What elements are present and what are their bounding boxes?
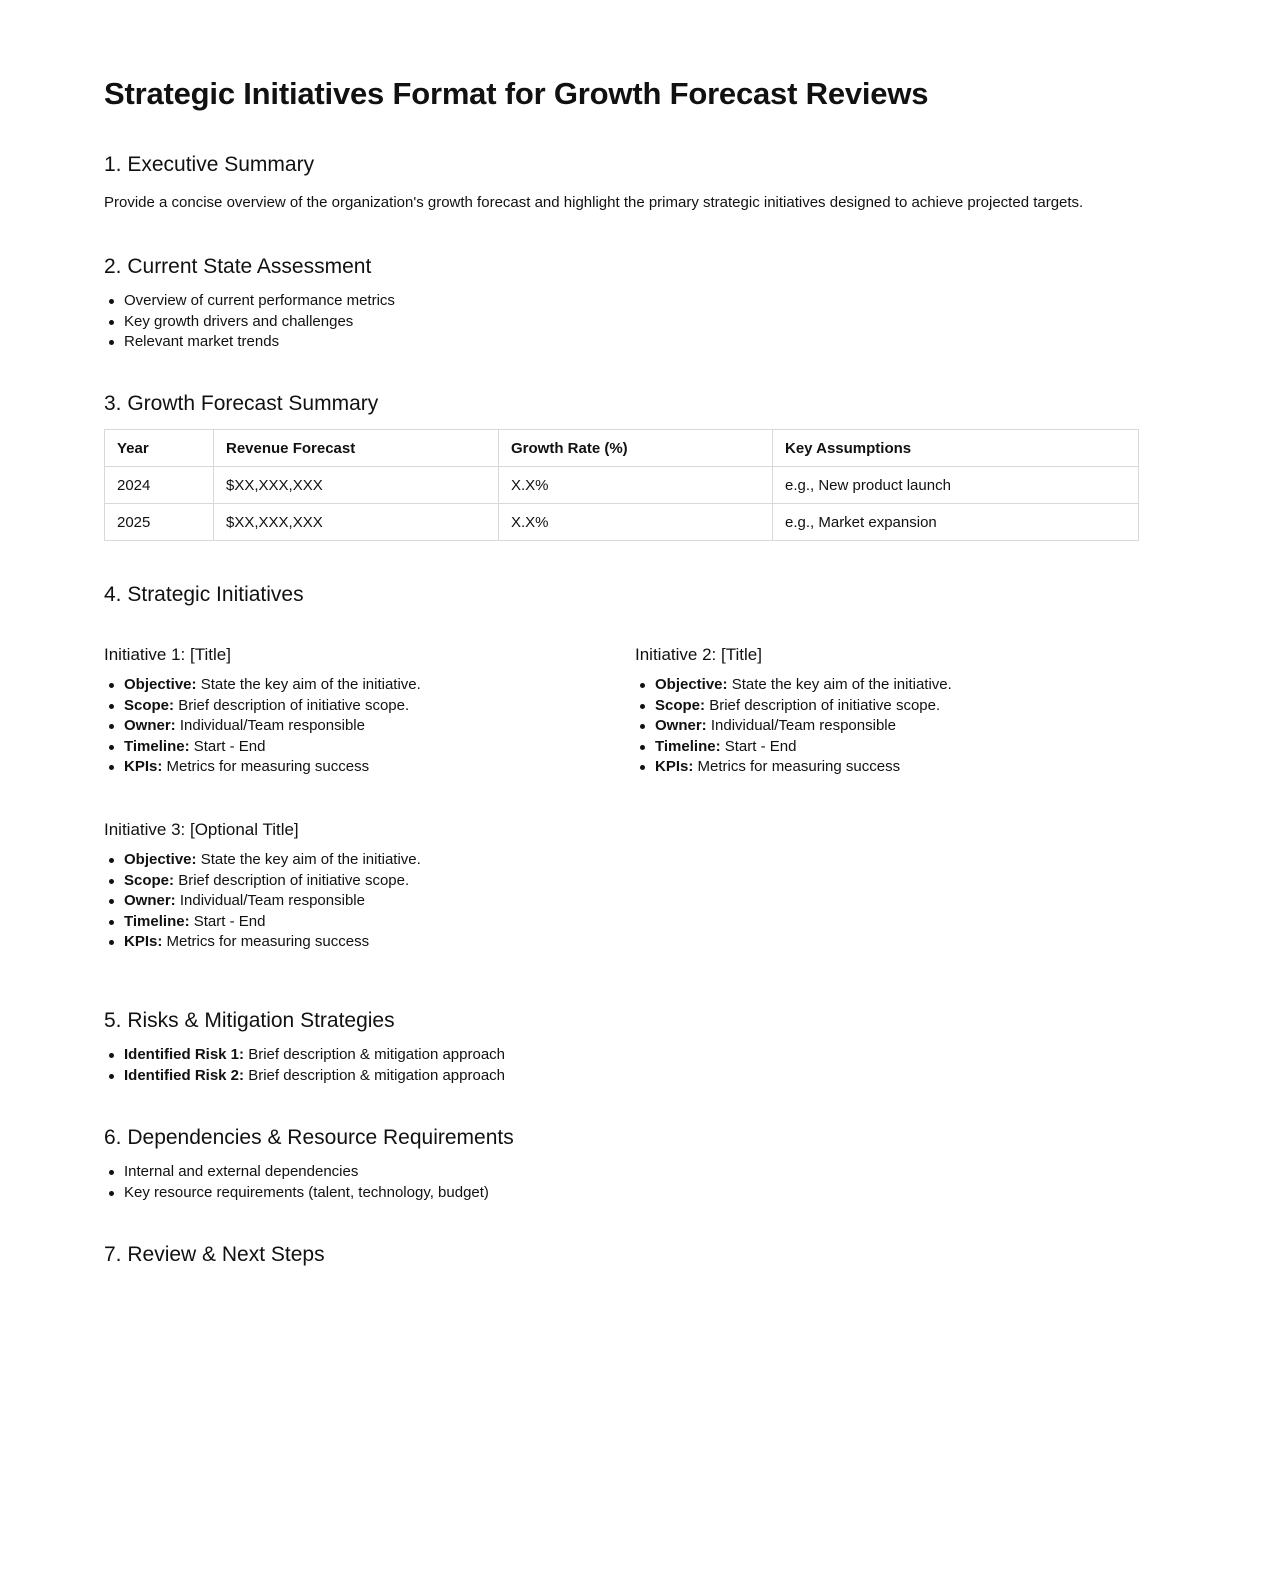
list-item: Key resource requirements (talent, technology, budget) [124, 1183, 489, 1204]
table-row [105, 504, 1139, 541]
field-label: Identified Risk 2: [124, 1066, 245, 1084]
section-heading-executive-summary: 1. Executive Summary [104, 153, 315, 176]
field-label: Identified Risk 1: [124, 1046, 245, 1063]
column-header-year: Year [105, 430, 214, 467]
executive-summary-text: Provide a concise overview of the organization's growth forecast and highlight the primary strategic initiatives designed to achieve projected targets. [104, 194, 1084, 211]
column-header-key-assumptions: Key Assumptions [773, 430, 1139, 467]
field-label: Objective: [655, 676, 728, 693]
table-row [105, 467, 1139, 504]
list-item: Overview of current performance metrics [124, 291, 395, 312]
column-header-revenue-forecast: Revenue Forecast [214, 430, 499, 467]
field-label: KPIs: [655, 758, 694, 776]
field-value: Start - End [193, 737, 266, 755]
section-heading-current-state: 2. Current State Assessment [104, 255, 372, 278]
field-label: Owner: [124, 717, 176, 735]
field-label: Objective: [124, 676, 197, 693]
section-heading-dependencies: 6. Dependencies & Resource Requirements [104, 1126, 514, 1149]
table-cell: $XX,XXX,XXX [214, 467, 499, 504]
table-cell: e.g., Market expansion [773, 504, 1139, 541]
initiative-1-list [104, 675, 421, 778]
list-item [655, 696, 952, 717]
table-cell: 2025 [105, 504, 214, 541]
field-value: Individual/Team responsible [710, 717, 896, 735]
section-heading-risks: 5. Risks & Mitigation Strategies [104, 1009, 395, 1032]
field-label: Scope: [124, 696, 175, 714]
field-value: Start - End [193, 912, 266, 930]
field-label: Timeline: [124, 737, 190, 755]
list-item: Relevant market trends [124, 332, 395, 353]
section-heading-growth-forecast: 3. Growth Forecast Summary [104, 392, 379, 415]
current-state-list [104, 291, 395, 353]
field-label: KPIs: [124, 758, 163, 776]
risks-list [104, 1045, 505, 1086]
field-label: Owner: [655, 717, 707, 735]
list-item [124, 932, 421, 953]
list-item [124, 850, 421, 871]
list-item: Key growth drivers and challenges [124, 312, 395, 333]
field-value: Brief description of initiative scope. [709, 696, 941, 714]
table-cell: e.g., New product launch [773, 467, 1139, 504]
field-value: Individual/Team responsible [179, 717, 365, 735]
field-label: KPIs: [124, 933, 163, 951]
table-cell: X.X% [499, 467, 773, 504]
field-value: Individual/Team responsible [179, 892, 365, 910]
field-value: Brief description of initiative scope. [178, 871, 410, 889]
list-item [655, 757, 952, 778]
section-heading-strategic-initiatives: 4. Strategic Initiatives [104, 583, 304, 606]
field-value: Brief description & mitigation approach [248, 1066, 506, 1084]
field-value: Brief description of initiative scope. [178, 696, 410, 714]
table-cell: $XX,XXX,XXX [214, 504, 499, 541]
list-item [124, 1066, 505, 1087]
field-label: Owner: [124, 892, 176, 910]
initiative-2-list [635, 675, 952, 778]
field-value: Metrics for measuring success [166, 758, 370, 776]
field-value: Metrics for measuring success [697, 758, 901, 776]
page-title: Strategic Initiatives Format for Growth Forecast Reviews [104, 76, 929, 111]
list-item [124, 891, 421, 912]
list-item [655, 716, 952, 737]
list-item [124, 696, 421, 717]
list-item [124, 1045, 505, 1066]
initiative-2-title: Initiative 2: [Title] [635, 645, 762, 664]
field-value: Metrics for measuring success [166, 933, 370, 951]
list-item [124, 757, 421, 778]
list-item [124, 675, 421, 696]
section-heading-review-next-steps: 7. Review & Next Steps [104, 1243, 325, 1266]
field-label: Scope: [655, 696, 706, 714]
field-label: Objective: [124, 851, 197, 868]
initiative-3-list [104, 850, 421, 953]
list-item [124, 912, 421, 933]
field-label: Timeline: [124, 912, 190, 930]
dependencies-list [104, 1162, 489, 1203]
field-label: Timeline: [655, 737, 721, 755]
table-header-row [105, 430, 1139, 467]
initiative-1-title: Initiative 1: [Title] [104, 645, 231, 664]
column-header-growth-rate: Growth Rate (%) [499, 430, 773, 467]
table-cell: X.X% [499, 504, 773, 541]
list-item [124, 871, 421, 892]
field-value: Brief description & mitigation approach [248, 1046, 506, 1063]
field-value: State the key aim of the initiative. [200, 676, 421, 693]
list-item [655, 737, 952, 758]
field-value: State the key aim of the initiative. [731, 676, 952, 693]
list-item [124, 716, 421, 737]
list-item [655, 675, 952, 696]
list-item [124, 737, 421, 758]
list-item: Internal and external dependencies [124, 1162, 489, 1183]
initiative-3-title: Initiative 3: [Optional Title] [104, 820, 299, 839]
field-value: Start - End [724, 737, 797, 755]
growth-forecast-table [104, 429, 1139, 541]
field-value: State the key aim of the initiative. [200, 851, 421, 868]
table-cell: 2024 [105, 467, 214, 504]
field-label: Scope: [124, 871, 175, 889]
